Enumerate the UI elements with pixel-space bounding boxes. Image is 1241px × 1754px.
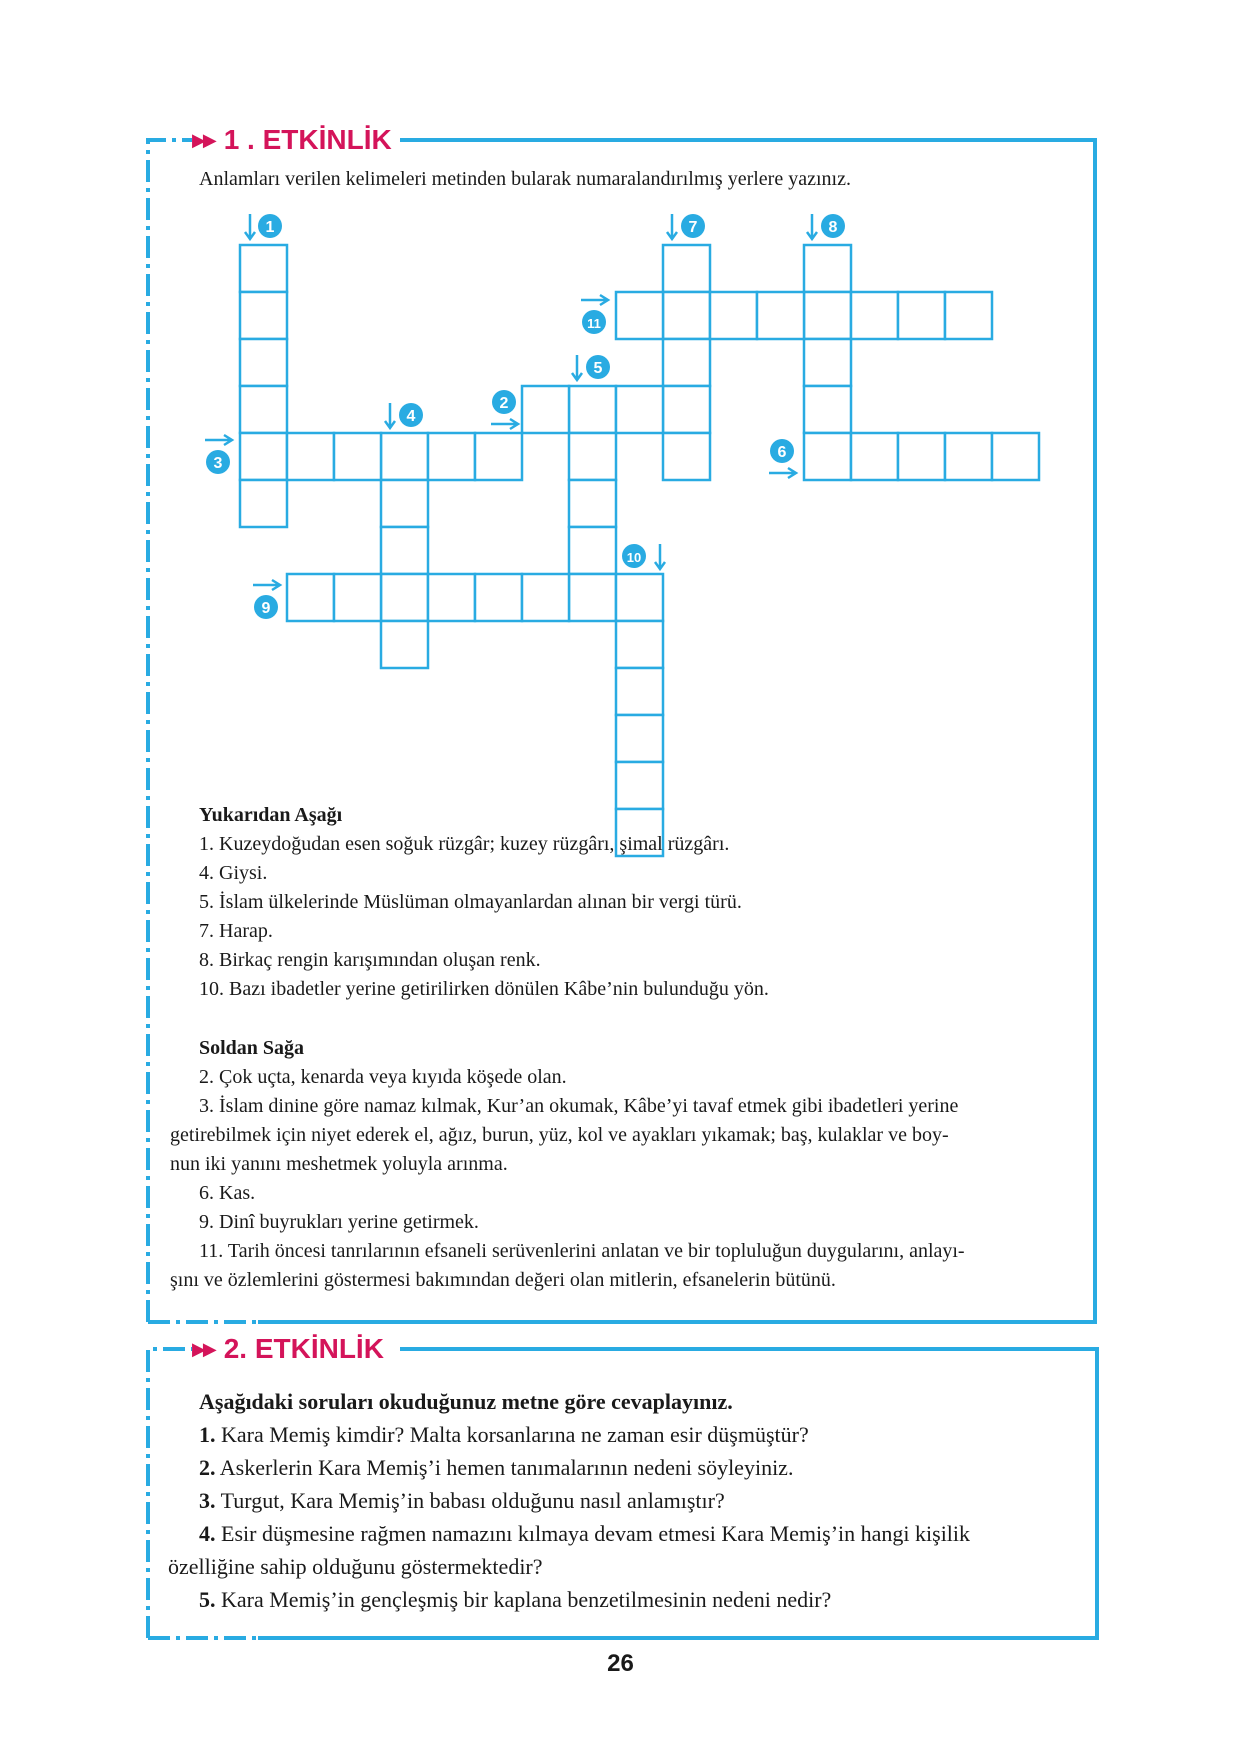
page-number: 26 [607, 1650, 634, 1677]
clue-number: 9 [261, 600, 271, 617]
down-clue: 10. Bazı ibadetler yerine getirilirken dönülen Kâbe’nin bulunduğu yön. [199, 978, 769, 1000]
question: 2. Askerlerin Kara Memiş’i hemen tanımalarının nedeni söyleyiniz. [199, 1455, 794, 1480]
double-arrow-icon: ▶▶ [192, 130, 214, 150]
down-clue: 5. İslam ülkelerinde Müslüman olmayanlardan alınan bir vergi türü. [199, 891, 742, 913]
question: 3. Turgut, Kara Memiş’in babası olduğunu nasıl anlamıştır? [199, 1488, 725, 1513]
down-clue: 4. Giysi. [199, 862, 268, 884]
across-clue: getirebilmek için niyet ederek el, ağız, burun, yüz, kol ve ayakları yıkamak; baş, kulaklar ve boy- [170, 1124, 949, 1146]
across-heading: Soldan Sağa [199, 1037, 305, 1059]
question: özelliğine sahip olduğunu göstermektedir? [168, 1554, 543, 1579]
across-clue: 11. Tarih öncesi tanrılarının efsaneli serüvenlerini anlatan ve bir topluluğun duygularını, anlayı- [199, 1240, 965, 1262]
down-clue: 7. Harap. [199, 920, 273, 942]
double-arrow-icon: ▶▶ [192, 1339, 214, 1359]
down-heading: Yukarıdan Aşağı [199, 804, 343, 826]
across-clue: 2. Çok uçta, kenarda veya kıyıda köşede olan. [199, 1066, 567, 1088]
activity1-title: ▶▶ 1 . ETKİNLİK [192, 123, 400, 157]
across-clue: şını ve özlemlerini göstermesi bakımından değeri olan mitlerin, efsanelerin bütünü. [170, 1269, 836, 1291]
clue-number: 11 [587, 316, 601, 331]
clue-number: 8 [828, 219, 838, 236]
clue-number: 1 [265, 219, 275, 236]
across-clue: 9. Dinî buyrukları yerine getirmek. [199, 1211, 479, 1233]
clue-number: 2 [499, 395, 509, 412]
clue-number: 6 [777, 444, 787, 461]
question: 1. Kara Memiş kimdir? Malta korsanlarına ne zaman esir düşmüştür? [199, 1422, 809, 1447]
question: 5. Kara Memiş’in gençleşmiş bir kaplana benzetilmesinin nedeni nedir? [199, 1587, 832, 1612]
down-clue: 8. Birkaç rengin karışımından oluşan renk. [199, 949, 541, 971]
activity2-title: ▶▶ 2. ETKİNLİK [192, 1332, 392, 1366]
across-clue: nun iki yanını meshetmek yoluyla arınma. [170, 1153, 508, 1175]
activity2-instruction: Aşağıdaki soruları okuduğunuz metne göre cevaplayınız. [199, 1389, 733, 1414]
clue-number: 4 [406, 408, 416, 425]
activity1-instruction: Anlamları verilen kelimeleri metinden bularak numaralandırılmış yerlere yazınız. [199, 168, 851, 190]
across-clue: 6. Kas. [199, 1182, 256, 1204]
clue-number: 3 [213, 455, 223, 472]
question: 4. Esir düşmesine rağmen namazını kılmaya devam etmesi Kara Memiş’in hangi kişilik [199, 1521, 971, 1546]
clue-number: 10 [626, 550, 642, 565]
across-clue: 3. İslam dinine göre namaz kılmak, Kur’an okumak, Kâbe’yi tavaf etmek gibi ibadetleri yerine [199, 1095, 959, 1117]
clue-number: 5 [593, 360, 603, 377]
down-clue: 1. Kuzeydoğudan esen soğuk rüzgâr; kuzey rüzgârı, şimal rüzgârı. [199, 833, 730, 855]
clue-number: 7 [688, 219, 698, 236]
